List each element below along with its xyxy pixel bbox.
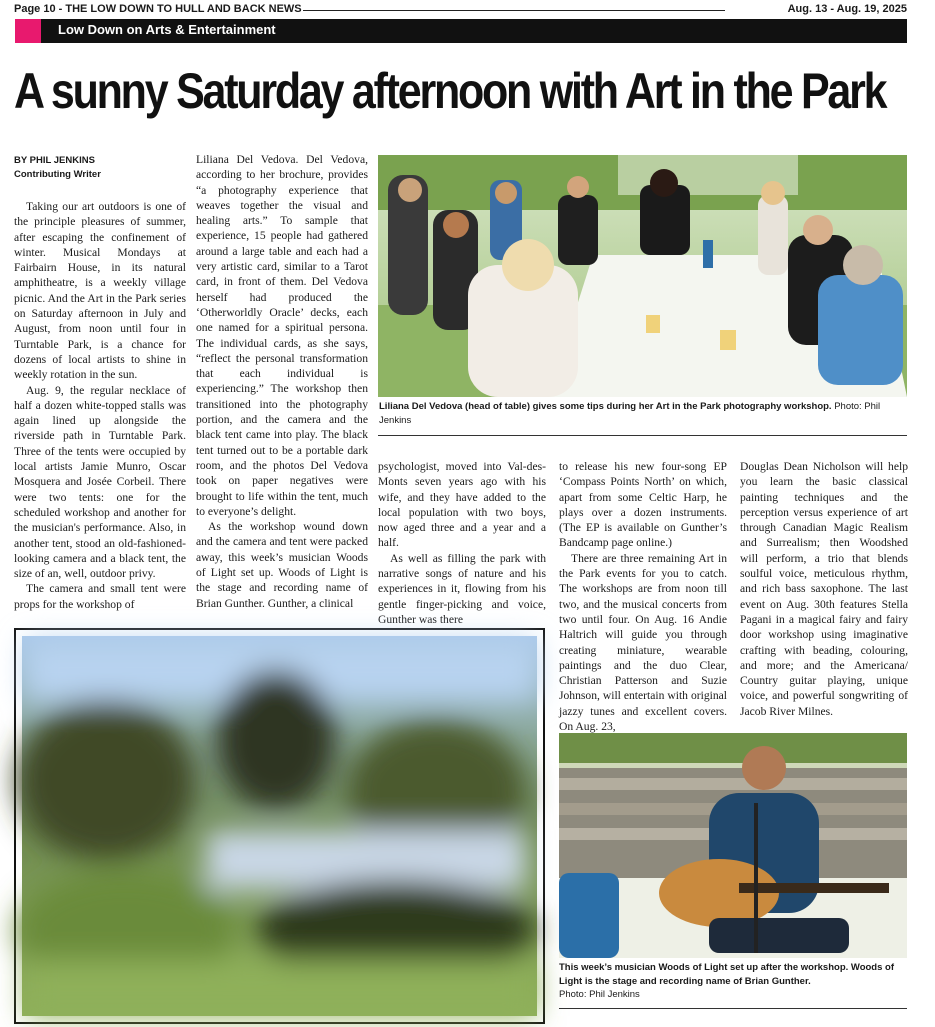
byline-role: Contributing Writer	[14, 169, 101, 180]
workshop-photo	[378, 155, 907, 397]
paragraph: psychologist, moved into Val-des-Monts seven years ago with his wife, and they have added to the local population with two boys, now aged three and a year and a half.	[378, 460, 546, 550]
issue-date-range: Aug. 13 - Aug. 19, 2025	[787, 3, 907, 15]
paragraph: As well as filling the park with narrative songs of nature and his experiences in it, flowing from his gentle finger-picking and voice, Gunther was there	[378, 551, 546, 626]
musician-photo	[559, 733, 907, 958]
page-label: Page 10 - THE LOW DOWN TO HULL AND BACK NEWS	[14, 3, 302, 15]
section-title: Low Down on Arts & Entertainment	[58, 22, 276, 37]
paragraph: The camera and small tent were props for the workshop of	[14, 582, 186, 611]
caption-text: This week’s musician Woods of Light set up after the workshop. Woods of Light is the stage and recording name of Brian Gunther.	[559, 962, 894, 987]
caption-rule	[378, 435, 907, 436]
paragraph: As the workshop wound down and the camera and tent were packed away, this week’s musician Woods of Light set up. Woods of Light is the stage and recording name of Brian Gunther. Gunther, a clinical	[196, 520, 368, 610]
musician-photo-caption	[559, 961, 909, 1002]
paragraph: Taking our art outdoors is one of the principle pleasures of summer, after escaping the confinement of winter. Musical Mondays at Fairbairn House, in its natural amphitheatre, is a weekly village picnic. And the Art in the Park series on Saturday afternoon in July and August, from noon until four in Turntable Park, is a chance for dozens of local artists to shine in weekly rotation in the sun.	[14, 200, 186, 382]
photo-credit: Photo: Phil Jenkins	[379, 401, 881, 426]
paragraph: There are three remaining Art in the Park events for you to catch. The workshops are from noon till two, and the musical concerts from two until four. On Aug. 16 Andie Haltrich will guide you through creating miniature, wearable paintings and the duo Clear, Christian Patterson and Suzie Johnson, will entertain with original jazzy tunes and excellent covers. On Aug. 23,	[559, 551, 727, 734]
musician-photo-image	[559, 733, 907, 958]
header-rule	[303, 10, 725, 11]
workshop-photo-caption	[379, 400, 907, 427]
blurred-image-frame	[14, 628, 545, 1024]
article-column-3	[378, 459, 546, 626]
caption-text: Liliana Del Vedova (head of table) gives some tips during her Art in the Park photography workshop.	[379, 401, 832, 412]
article-headline: A sunny Saturday afternoon with Art in the Park	[14, 63, 886, 119]
caption-rule	[559, 1008, 907, 1009]
article-column-5	[740, 459, 908, 721]
blurred-photo	[16, 630, 543, 1022]
article-column-2	[196, 152, 368, 617]
paragraph: Liliana Del Vedova. Del Vedova, according to her brochure, provides “a photography experience that weaves together the visual and healing arts.” To sample that experience, 15 people had gathered around a large table and each had a very artistic card, similar to a Tarot card, in front of them. Del Vedova herself had produced the ‘Otherworldly Oracle’ decks, each one named for a spiritual persona. The individual cards, as she says, “reflect the personal transformation that each individual is experiencing.” The workshop then transitioned into the photography portion, and the camera and the black tent came into play. The black tent turned out to be a portable dark room, and the photos Del Vedova took on paper negatives were brought to life within the tent, much to everyone’s delight.	[196, 153, 368, 518]
article-column-4	[559, 459, 727, 734]
article-column-1	[14, 199, 186, 619]
photo-credit: Photo: Phil Jenkins	[559, 989, 640, 1000]
paragraph: Aug. 9, the regular necklace of half a dozen white-topped stalls was again lined up alongside the riverside path in Turntable Park. Three of the tents were occupied by local artists Jamie Munro, Oscar Mosquera and Josée Corbeil. There were two tents: one for the scheduled workshop and another for the musician's performance. Also, in another tent, stood an old-fashioned-looking camera and a black tent, the size of an, well, outdoor privy.	[14, 383, 186, 581]
section-accent-block	[15, 19, 41, 43]
byline	[14, 154, 204, 182]
byline-author: BY PHIL JENKINS	[14, 155, 95, 166]
workshop-photo-image	[378, 155, 907, 397]
paragraph: Douglas Dean Nicholson will help you learn the basic classical painting techniques and the perception versus experience of art through Canadian Magic Realism and Surrealism; then Woodshed will perform, a trio that blends soulful voice, meticulous rhythm, and rich bass saxophone. The last event on Aug. 30th features Stella Pagani in a magical fairy and fairy door workshop using imaginative crafting with beading, colouring, and more; and the Americana/ Country guitar playing, unique voice, and powerful songwriting of Jacob River Milnes.	[740, 460, 908, 718]
paragraph: to release his new four-song EP ‘Compass Points North’ on which, apart from some Celtic Harp, he plays over a dozen instruments. (The EP is available on Gunther’s Bandcamp page online.)	[559, 460, 727, 550]
